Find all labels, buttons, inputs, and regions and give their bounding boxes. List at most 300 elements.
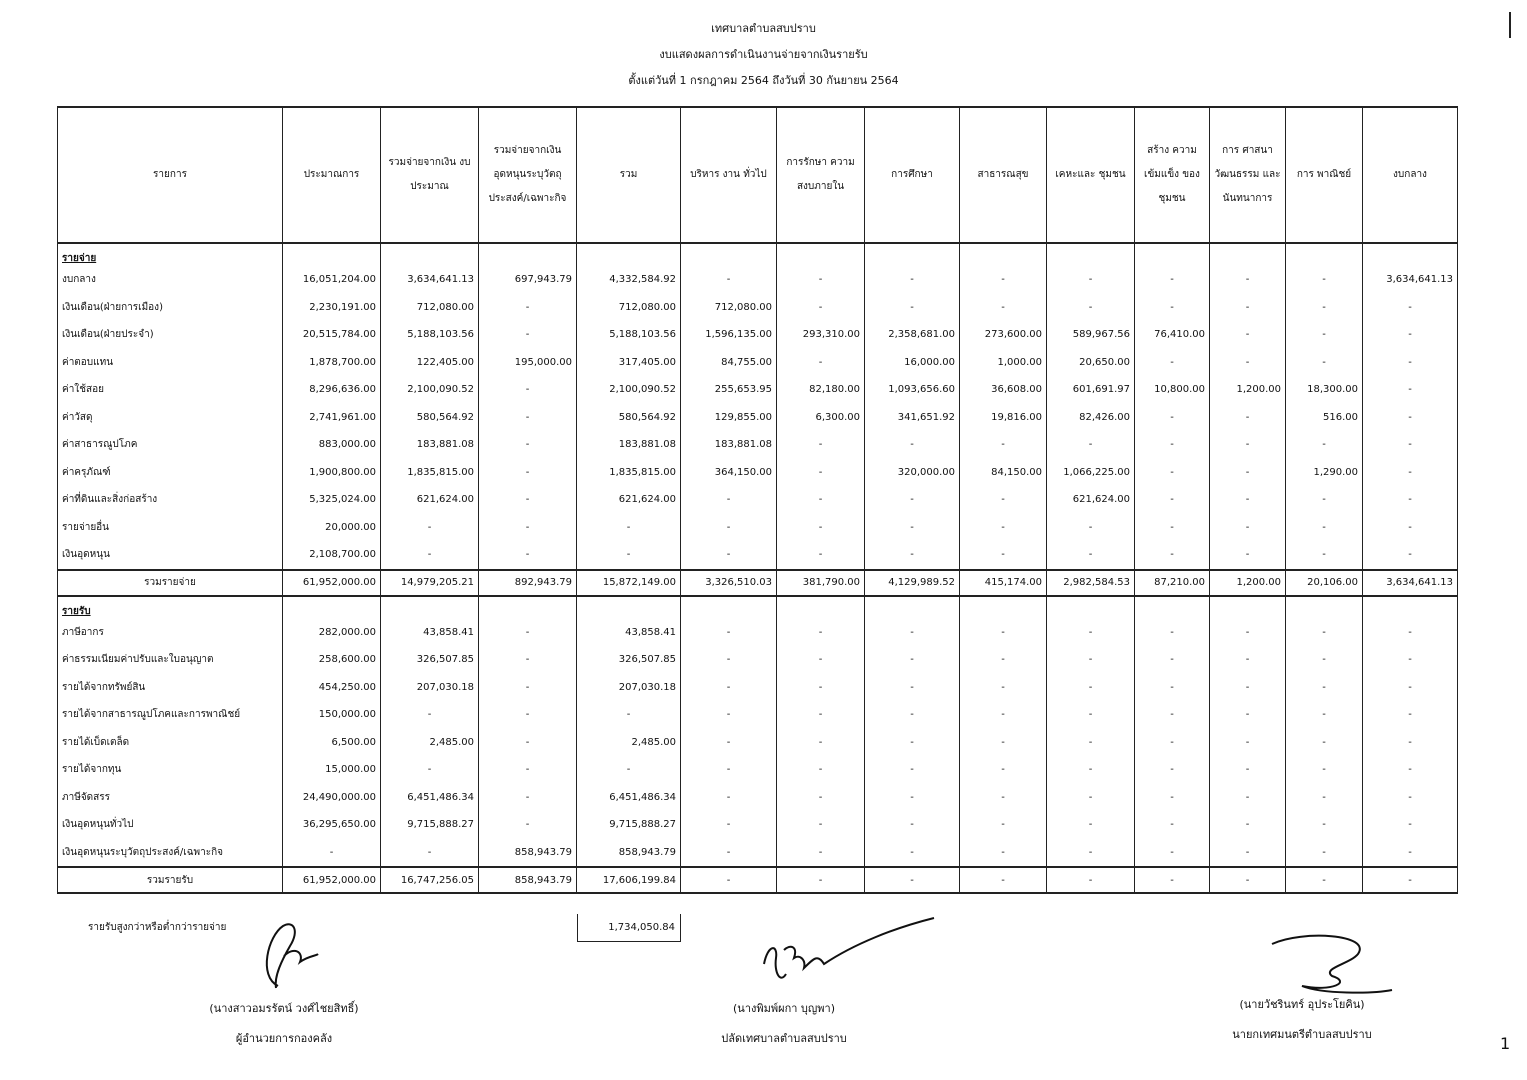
table-cell: - bbox=[865, 619, 960, 647]
table-cell: 10,800.00 bbox=[1135, 376, 1210, 404]
table-cell: - bbox=[381, 839, 479, 868]
section-label: รายจ่าย bbox=[58, 243, 283, 266]
table-cell: - bbox=[1047, 867, 1135, 893]
table-cell: - bbox=[1047, 674, 1135, 702]
empty-cell bbox=[1135, 243, 1210, 266]
table-cell: - bbox=[865, 646, 960, 674]
column-header: สร้าง ความ เข้มแข็ง ของชุมชน bbox=[1135, 107, 1210, 243]
table-cell: 16,000.00 bbox=[865, 349, 960, 377]
table-cell: - bbox=[681, 646, 777, 674]
table-row bbox=[58, 784, 1458, 812]
table-cell: 317,405.00 bbox=[577, 349, 681, 377]
table-cell: 82,180.00 bbox=[777, 376, 865, 404]
table-cell: - bbox=[777, 701, 865, 729]
table-cell: - bbox=[681, 701, 777, 729]
table-row bbox=[58, 756, 1458, 784]
signer-1-title: ผู้อำนวยการกองคลัง bbox=[235, 1032, 333, 1045]
table-cell: - bbox=[777, 486, 865, 514]
table-cell: 16,747,256.05 bbox=[381, 867, 479, 893]
table-cell: - bbox=[1047, 514, 1135, 542]
table-cell: 1,290.00 bbox=[1286, 459, 1363, 487]
table-cell: - bbox=[381, 514, 479, 542]
table-cell: - bbox=[960, 619, 1047, 647]
table-cell: - bbox=[865, 867, 960, 893]
table-cell: - bbox=[1286, 756, 1363, 784]
table-cell: - bbox=[1047, 646, 1135, 674]
empty-cell bbox=[1363, 596, 1458, 619]
surplus-label: รายรับสูงกว่าหรือต่ำกว่ารายจ่าย bbox=[88, 922, 227, 933]
report-period: ตั้งแต่วันที่ 1 กรกฎาคม 2564 ถึงวันที่ 30 กันยายน 2564 bbox=[628, 74, 899, 87]
empty-cell bbox=[681, 596, 777, 619]
table-cell: - bbox=[479, 404, 577, 432]
table-row bbox=[58, 811, 1458, 839]
table-cell: - bbox=[777, 674, 865, 702]
row-label: รวมรายรับ bbox=[58, 867, 283, 893]
table-cell: 1,900,800.00 bbox=[283, 459, 381, 487]
table-cell: - bbox=[681, 486, 777, 514]
table-cell: - bbox=[1363, 811, 1458, 839]
table-cell: - bbox=[777, 619, 865, 647]
table-cell: 5,325,024.00 bbox=[283, 486, 381, 514]
table-row bbox=[58, 349, 1458, 377]
table-cell: 129,855.00 bbox=[681, 404, 777, 432]
table-cell: - bbox=[681, 867, 777, 893]
table-cell: - bbox=[1135, 811, 1210, 839]
signature-block-2 bbox=[634, 994, 934, 1054]
table-cell: 183,881.08 bbox=[381, 431, 479, 459]
table-cell: - bbox=[479, 646, 577, 674]
table-cell: 580,564.92 bbox=[577, 404, 681, 432]
table-cell: 883,000.00 bbox=[283, 431, 381, 459]
table-cell: - bbox=[865, 839, 960, 868]
table-cell: - bbox=[1135, 486, 1210, 514]
handwritten-signature-1 bbox=[238, 916, 358, 996]
table-cell: 43,858.41 bbox=[577, 619, 681, 647]
table-cell: - bbox=[960, 266, 1047, 294]
table-row bbox=[58, 839, 1458, 868]
table-cell: 19,816.00 bbox=[960, 404, 1047, 432]
table-cell: - bbox=[1135, 294, 1210, 322]
table-cell: - bbox=[479, 701, 577, 729]
table-cell: - bbox=[1135, 674, 1210, 702]
table-cell: - bbox=[865, 486, 960, 514]
table-cell: - bbox=[1135, 756, 1210, 784]
table-cell: 293,310.00 bbox=[777, 321, 865, 349]
row-label: เงินเดือน(ฝ่ายการเมือง) bbox=[58, 294, 283, 322]
table-cell: - bbox=[1286, 486, 1363, 514]
table-cell: 43,858.41 bbox=[381, 619, 479, 647]
table-cell: - bbox=[1210, 867, 1286, 893]
page-number: 1 bbox=[1500, 1034, 1511, 1053]
table-cell: - bbox=[1135, 646, 1210, 674]
table-cell: 5,188,103.56 bbox=[577, 321, 681, 349]
empty-cell bbox=[577, 243, 681, 266]
table-cell: 858,943.79 bbox=[479, 839, 577, 868]
table-cell: - bbox=[1210, 674, 1286, 702]
table-row bbox=[58, 321, 1458, 349]
table-cell: 2,485.00 bbox=[381, 729, 479, 757]
table-cell: 3,326,510.03 bbox=[681, 570, 777, 596]
column-header: งบกลาง bbox=[1363, 107, 1458, 243]
column-header: รวมจ่ายจากเงิน งบประมาณ bbox=[381, 107, 479, 243]
table-cell: - bbox=[1286, 729, 1363, 757]
table-cell: - bbox=[960, 431, 1047, 459]
table-cell: 712,080.00 bbox=[577, 294, 681, 322]
table-cell: - bbox=[681, 541, 777, 570]
table-cell: - bbox=[1286, 349, 1363, 377]
table-cell: 516.00 bbox=[1286, 404, 1363, 432]
table-cell: - bbox=[1210, 321, 1286, 349]
table-cell: 621,624.00 bbox=[1047, 486, 1135, 514]
table-cell: 20,650.00 bbox=[1047, 349, 1135, 377]
table-cell: - bbox=[1047, 756, 1135, 784]
empty-cell bbox=[479, 596, 577, 619]
table-cell: - bbox=[681, 784, 777, 812]
table-cell: - bbox=[1135, 839, 1210, 868]
column-header: การรักษา ความ สงบภายใน bbox=[777, 107, 865, 243]
table-cell: - bbox=[777, 266, 865, 294]
table-cell: - bbox=[577, 756, 681, 784]
table-cell: 6,451,486.34 bbox=[381, 784, 479, 812]
column-header: เคหะและ ชุมชน bbox=[1047, 107, 1135, 243]
table-cell: 1,200.00 bbox=[1210, 376, 1286, 404]
empty-cell bbox=[1286, 243, 1363, 266]
table-cell: - bbox=[681, 619, 777, 647]
table-cell: 2,358,681.00 bbox=[865, 321, 960, 349]
table-cell: 589,967.56 bbox=[1047, 321, 1135, 349]
table-cell: 364,150.00 bbox=[681, 459, 777, 487]
table-cell: - bbox=[1135, 514, 1210, 542]
table-cell: - bbox=[1210, 756, 1286, 784]
table-cell: - bbox=[681, 674, 777, 702]
table-cell: - bbox=[1135, 701, 1210, 729]
table-cell: - bbox=[1135, 266, 1210, 294]
table-cell: 18,300.00 bbox=[1286, 376, 1363, 404]
table-cell: - bbox=[865, 756, 960, 784]
table-cell: - bbox=[681, 266, 777, 294]
table-cell: 61,952,000.00 bbox=[283, 867, 381, 893]
table-row bbox=[58, 266, 1458, 294]
table-cell: 1,835,815.00 bbox=[577, 459, 681, 487]
table-cell: 320,000.00 bbox=[865, 459, 960, 487]
table-cell: 1,596,135.00 bbox=[681, 321, 777, 349]
table-cell: - bbox=[1047, 729, 1135, 757]
table-cell: - bbox=[1363, 349, 1458, 377]
table-cell: - bbox=[1210, 811, 1286, 839]
table-cell: - bbox=[1363, 784, 1458, 812]
table-cell: - bbox=[1047, 839, 1135, 868]
table-cell: 82,426.00 bbox=[1047, 404, 1135, 432]
table-cell: - bbox=[865, 294, 960, 322]
table-cell: 4,332,584.92 bbox=[577, 266, 681, 294]
table-cell: - bbox=[1210, 701, 1286, 729]
table-cell: - bbox=[960, 701, 1047, 729]
empty-cell bbox=[960, 596, 1047, 619]
table-cell: - bbox=[1135, 619, 1210, 647]
table-row bbox=[58, 646, 1458, 674]
report-header bbox=[0, 16, 1527, 94]
table-cell: - bbox=[1363, 541, 1458, 570]
table-cell: 84,755.00 bbox=[681, 349, 777, 377]
table-cell: 6,500.00 bbox=[283, 729, 381, 757]
table-cell: 282,000.00 bbox=[283, 619, 381, 647]
row-label: รวมรายจ่าย bbox=[58, 570, 283, 596]
row-label: เงินอุดหนุน bbox=[58, 541, 283, 570]
table-cell: 326,507.85 bbox=[577, 646, 681, 674]
signer-2-name: (นางพิมพ์ผกา บุญพา) bbox=[733, 1002, 835, 1015]
table-cell: - bbox=[479, 321, 577, 349]
table-cell: 20,106.00 bbox=[1286, 570, 1363, 596]
table-cell: - bbox=[1363, 674, 1458, 702]
table-cell: - bbox=[1286, 266, 1363, 294]
table-cell: - bbox=[777, 839, 865, 868]
table-cell: 2,230,191.00 bbox=[283, 294, 381, 322]
row-label: ค่าวัสดุ bbox=[58, 404, 283, 432]
surplus-value: 1,734,050.84 bbox=[577, 914, 681, 942]
empty-cell bbox=[381, 596, 479, 619]
table-cell: - bbox=[1210, 266, 1286, 294]
table-cell: - bbox=[1286, 784, 1363, 812]
table-body bbox=[58, 243, 1458, 893]
table-cell: - bbox=[1363, 839, 1458, 868]
empty-cell bbox=[1210, 596, 1286, 619]
table-cell: - bbox=[381, 541, 479, 570]
column-header: สาธารณสุข bbox=[960, 107, 1047, 243]
table-cell: - bbox=[1210, 459, 1286, 487]
row-label: ค่าธรรมเนียมค่าปรับและใบอนุญาต bbox=[58, 646, 283, 674]
table-cell: 15,000.00 bbox=[283, 756, 381, 784]
table-cell: 20,000.00 bbox=[283, 514, 381, 542]
signer-3-title: นายกเทศมนตรีตำบลสบปราบ bbox=[1232, 1028, 1372, 1041]
table-cell: - bbox=[1047, 266, 1135, 294]
table-cell: - bbox=[1363, 701, 1458, 729]
table-cell: - bbox=[960, 784, 1047, 812]
column-header: บริหาร งาน ทั่วไป bbox=[681, 107, 777, 243]
table-cell: - bbox=[479, 541, 577, 570]
signer-1-name: (นางสาวอมรรัตน์ วงศ์ไชยสิทธิ์) bbox=[209, 1002, 359, 1015]
row-label: เงินอุดหนุนระบุวัตถุประสงค์/เฉพาะกิจ bbox=[58, 839, 283, 868]
table-cell: - bbox=[960, 541, 1047, 570]
table-row bbox=[58, 674, 1458, 702]
table-cell: 183,881.08 bbox=[681, 431, 777, 459]
table-cell: - bbox=[1363, 867, 1458, 893]
table-cell: 8,296,636.00 bbox=[283, 376, 381, 404]
row-label: ค่าใช้สอย bbox=[58, 376, 283, 404]
table-cell: 36,608.00 bbox=[960, 376, 1047, 404]
table-cell: 273,600.00 bbox=[960, 321, 1047, 349]
table-cell: - bbox=[865, 266, 960, 294]
table-cell: 9,715,888.27 bbox=[577, 811, 681, 839]
table-cell: - bbox=[1135, 867, 1210, 893]
row-label: งบกลาง bbox=[58, 266, 283, 294]
table-cell: - bbox=[1363, 294, 1458, 322]
empty-cell bbox=[479, 243, 577, 266]
empty-cell bbox=[1286, 596, 1363, 619]
table-cell: - bbox=[1210, 486, 1286, 514]
table-row bbox=[58, 729, 1458, 757]
table-cell: - bbox=[1047, 619, 1135, 647]
row-label: เงินเดือน(ฝ่ายประจำ) bbox=[58, 321, 283, 349]
table-cell: - bbox=[777, 729, 865, 757]
row-label: ค่าตอบแทน bbox=[58, 349, 283, 377]
empty-cell bbox=[1047, 596, 1135, 619]
table-cell: - bbox=[777, 349, 865, 377]
table-cell: - bbox=[479, 619, 577, 647]
table-cell: - bbox=[960, 811, 1047, 839]
table-cell: - bbox=[960, 867, 1047, 893]
table-cell: - bbox=[1047, 431, 1135, 459]
table-cell: - bbox=[381, 701, 479, 729]
table-cell: - bbox=[1047, 541, 1135, 570]
row-label: ค่าครุภัณฑ์ bbox=[58, 459, 283, 487]
signer-2-title: ปลัดเทศบาลตำบลสบปราบ bbox=[721, 1032, 847, 1045]
table-cell: - bbox=[1135, 459, 1210, 487]
table-row bbox=[58, 431, 1458, 459]
table-cell: - bbox=[1286, 294, 1363, 322]
table-cell: 621,624.00 bbox=[577, 486, 681, 514]
table-cell: 3,634,641.13 bbox=[381, 266, 479, 294]
table-cell: - bbox=[1047, 784, 1135, 812]
table-cell: 9,715,888.27 bbox=[381, 811, 479, 839]
table-cell: - bbox=[381, 756, 479, 784]
handwritten-signature-2 bbox=[754, 914, 944, 994]
table-cell: - bbox=[1363, 756, 1458, 784]
table-cell: 381,790.00 bbox=[777, 570, 865, 596]
row-label: รายได้จากสาธารณูปโภคและการพาณิชย์ bbox=[58, 701, 283, 729]
header-row bbox=[58, 107, 1458, 243]
table-cell: - bbox=[777, 459, 865, 487]
table-cell: 2,100,090.52 bbox=[381, 376, 479, 404]
column-header: รวมจ่ายจากเงิน อุดหนุนระบุวัตถุ ประสงค์/เฉพาะกิจ bbox=[479, 107, 577, 243]
table-cell: 697,943.79 bbox=[479, 266, 577, 294]
table-row bbox=[58, 619, 1458, 647]
table-cell: - bbox=[479, 811, 577, 839]
table-cell: - bbox=[1135, 349, 1210, 377]
table-cell: - bbox=[1210, 514, 1286, 542]
table-cell: - bbox=[1210, 839, 1286, 868]
table-cell: 16,051,204.00 bbox=[283, 266, 381, 294]
table-row bbox=[58, 486, 1458, 514]
table-cell: - bbox=[479, 459, 577, 487]
table-cell: 17,606,199.84 bbox=[577, 867, 681, 893]
table-cell: - bbox=[1210, 404, 1286, 432]
table-cell: - bbox=[479, 431, 577, 459]
table-cell: 2,741,961.00 bbox=[283, 404, 381, 432]
table-cell: 712,080.00 bbox=[381, 294, 479, 322]
table-cell: - bbox=[1363, 404, 1458, 432]
table-header bbox=[58, 107, 1458, 243]
table-cell: 20,515,784.00 bbox=[283, 321, 381, 349]
table-cell: - bbox=[960, 839, 1047, 868]
table-cell: 1,066,225.00 bbox=[1047, 459, 1135, 487]
table-cell: - bbox=[1286, 541, 1363, 570]
table-cell: - bbox=[865, 541, 960, 570]
table-row bbox=[58, 541, 1458, 570]
table-cell: 454,250.00 bbox=[283, 674, 381, 702]
empty-cell bbox=[1047, 243, 1135, 266]
table-cell: - bbox=[777, 756, 865, 784]
table-cell: - bbox=[777, 294, 865, 322]
row-label: รายได้จากทุน bbox=[58, 756, 283, 784]
column-header: รวม bbox=[577, 107, 681, 243]
table-cell: - bbox=[865, 514, 960, 542]
table-cell: - bbox=[1363, 514, 1458, 542]
column-header: รายการ bbox=[58, 107, 283, 243]
signer-3-name: (นายวัชรินทร์ อุประโยคิน) bbox=[1239, 998, 1365, 1011]
table-cell: - bbox=[865, 784, 960, 812]
table-cell: 183,881.08 bbox=[577, 431, 681, 459]
revenue-section-row bbox=[58, 596, 1458, 619]
empty-cell bbox=[1135, 596, 1210, 619]
empty-cell bbox=[381, 243, 479, 266]
table-cell: - bbox=[1047, 811, 1135, 839]
table-cell: 1,200.00 bbox=[1210, 570, 1286, 596]
table-cell: - bbox=[865, 701, 960, 729]
table-cell: - bbox=[1363, 646, 1458, 674]
table-cell: - bbox=[1210, 729, 1286, 757]
table-cell: - bbox=[681, 811, 777, 839]
table-cell: - bbox=[1047, 294, 1135, 322]
empty-cell bbox=[681, 243, 777, 266]
table-cell: - bbox=[1286, 701, 1363, 729]
empty-cell bbox=[1210, 243, 1286, 266]
table-cell: - bbox=[777, 541, 865, 570]
table-cell: - bbox=[1286, 321, 1363, 349]
table-cell: - bbox=[577, 701, 681, 729]
table-cell: - bbox=[1210, 619, 1286, 647]
table-cell: - bbox=[1286, 619, 1363, 647]
table-cell: - bbox=[577, 514, 681, 542]
column-header: การ ศาสนา วัฒนธรรม และ นันทนาการ bbox=[1210, 107, 1286, 243]
row-label: รายจ่ายอื่น bbox=[58, 514, 283, 542]
table-cell: 76,410.00 bbox=[1135, 321, 1210, 349]
table-cell: - bbox=[1286, 431, 1363, 459]
empty-cell bbox=[1363, 243, 1458, 266]
table-cell: - bbox=[1135, 431, 1210, 459]
expense-section-row bbox=[58, 243, 1458, 266]
table-cell: - bbox=[1286, 514, 1363, 542]
table-cell: - bbox=[777, 646, 865, 674]
table-cell: - bbox=[1210, 541, 1286, 570]
table-cell: - bbox=[960, 294, 1047, 322]
table-cell: - bbox=[681, 839, 777, 868]
table-row bbox=[58, 459, 1458, 487]
table-cell: 5,188,103.56 bbox=[381, 321, 479, 349]
table-cell: 1,093,656.60 bbox=[865, 376, 960, 404]
expense-total-row bbox=[58, 570, 1458, 596]
table-cell: 1,878,700.00 bbox=[283, 349, 381, 377]
empty-cell bbox=[865, 596, 960, 619]
table-cell: 858,943.79 bbox=[479, 867, 577, 893]
table-cell: 195,000.00 bbox=[479, 349, 577, 377]
table-cell: - bbox=[1363, 619, 1458, 647]
table-cell: 601,691.97 bbox=[1047, 376, 1135, 404]
table-cell: - bbox=[479, 486, 577, 514]
table-row bbox=[58, 376, 1458, 404]
empty-cell bbox=[960, 243, 1047, 266]
table-cell: - bbox=[283, 839, 381, 868]
table-cell: - bbox=[1363, 459, 1458, 487]
table-row bbox=[58, 294, 1458, 322]
table-cell: 258,600.00 bbox=[283, 646, 381, 674]
row-label: ค่าสาธารณูปโภค bbox=[58, 431, 283, 459]
column-header: ประมาณการ bbox=[283, 107, 381, 243]
table-cell: - bbox=[960, 646, 1047, 674]
table-cell: 858,943.79 bbox=[577, 839, 681, 868]
table-cell: 415,174.00 bbox=[960, 570, 1047, 596]
table-cell: - bbox=[1135, 541, 1210, 570]
table-cell: 2,485.00 bbox=[577, 729, 681, 757]
